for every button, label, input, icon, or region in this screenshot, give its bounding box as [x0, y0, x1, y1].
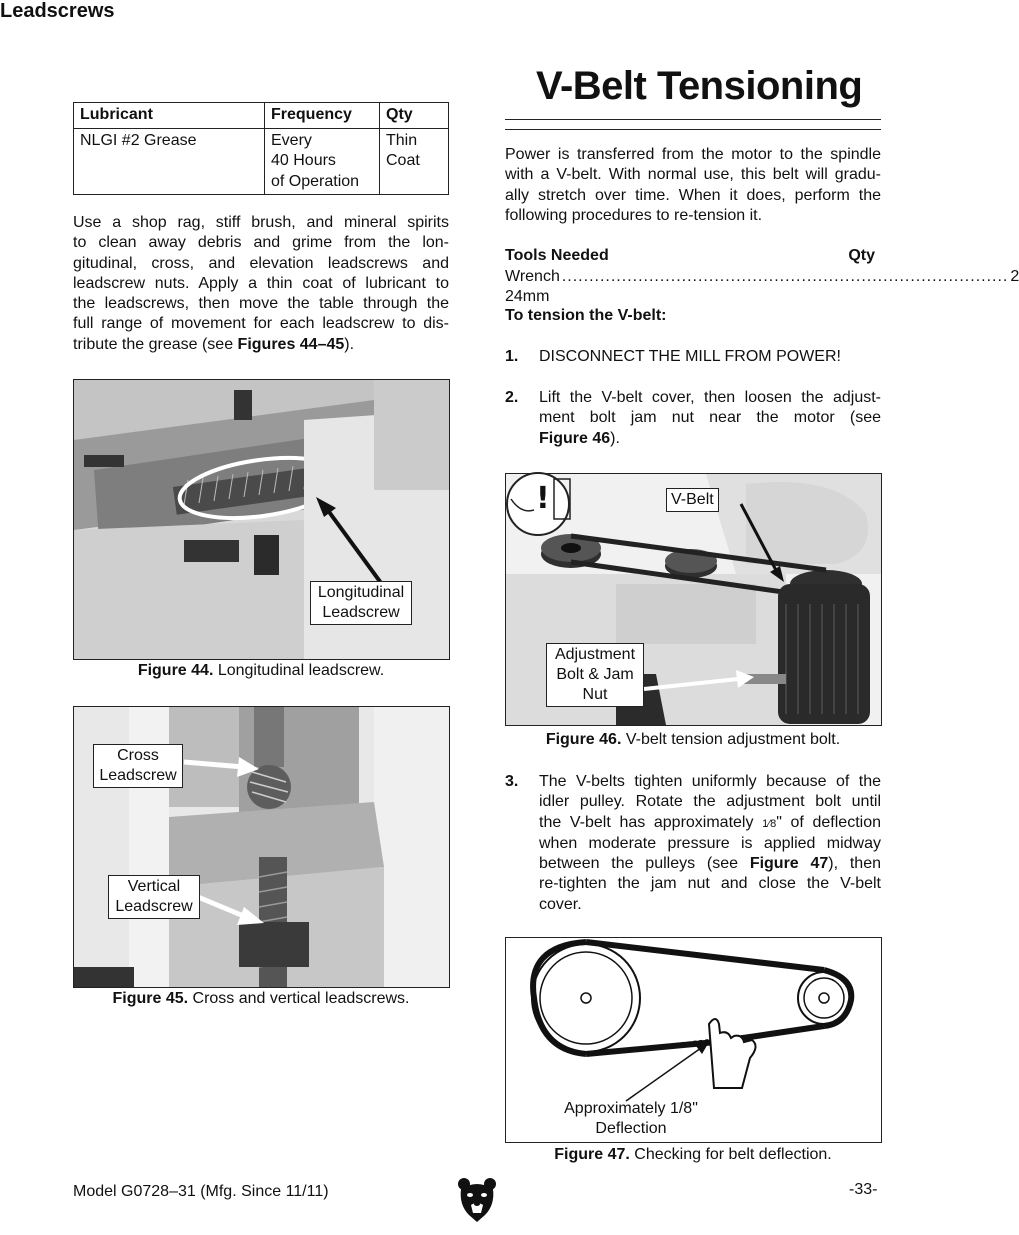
tools-qty-header: Qty — [848, 247, 875, 264]
caption-text: Longitudinal leadscrew. — [213, 662, 385, 679]
text-span: ). — [344, 335, 355, 353]
label-line: Deflection — [595, 1120, 667, 1137]
procedure-heading: To tension the V-belt: — [505, 307, 667, 324]
deflection-label — [541, 1099, 721, 1139]
step-line: ment bolt jam nut near the motor (see — [539, 409, 881, 427]
lubrication-table — [73, 102, 449, 195]
step-1-text: DISCONNECT THE MILL FROM POWER! — [539, 348, 841, 365]
text-span: " of deflection — [776, 813, 881, 831]
paragraph-line: the leadscrews, then move the table through the — [73, 295, 449, 313]
step-line: re-tighten the jam nut and close the V-belt — [539, 875, 881, 893]
callout-line: Leadscrew — [322, 604, 400, 621]
figure-45-caption — [73, 990, 449, 1008]
tool-name: Wrench 24mm — [505, 267, 560, 305]
paragraph-line: full range of movement for each leadscrew to dis- — [73, 315, 449, 333]
tools-header-row — [505, 246, 875, 267]
bear-logo-icon — [457, 1175, 497, 1223]
label-line: Approximately 1/8" — [564, 1100, 698, 1117]
table-cell-qty — [380, 128, 449, 195]
step-line — [539, 854, 881, 874]
callout-vbelt: V-Belt — [666, 488, 719, 512]
leadscrew-paragraph — [73, 213, 449, 355]
step-line — [539, 813, 881, 834]
callout-line: Bolt & Jam — [556, 666, 634, 683]
figure-47-caption — [505, 1146, 881, 1164]
paragraph-line — [73, 335, 449, 355]
tool-row — [505, 267, 1019, 308]
figure-45-photo — [73, 706, 450, 988]
cell-line: Thin — [386, 131, 418, 149]
paragraph-line: leadscrew nuts. Apply a thin coat of lubricant to — [73, 274, 449, 292]
cell-line: Every — [271, 131, 312, 149]
section-heading-leadscrews: Leadscrews — [0, 0, 115, 22]
tool-qty: 2 — [1010, 267, 1019, 285]
callout-line: Leadscrew — [99, 767, 177, 784]
callout-vertical-leadscrew — [108, 875, 200, 919]
table-cell-frequency — [265, 128, 380, 195]
step-line: The V-belts tighten uniformly because of the — [539, 773, 881, 790]
page-number: -33- — [849, 1181, 878, 1198]
text-span: the V-belt has approximately — [539, 813, 763, 831]
leader-dots: .................................................................................. — [561, 267, 1009, 285]
callout-line: Cross — [117, 747, 159, 764]
callout-line: Nut — [582, 686, 608, 703]
callout-line: Longitudinal — [317, 584, 405, 601]
figure-47-diagram — [505, 937, 882, 1143]
table-header: Frequency — [265, 103, 380, 129]
step-line: cover. — [539, 895, 582, 913]
callout-adjustment-bolt — [546, 643, 644, 707]
title-rule-bottom — [505, 129, 881, 130]
step-line: when moderate pressure is applied midway — [539, 834, 881, 852]
callout-cross-leadscrew — [93, 744, 183, 788]
caption-label: Figure 46. — [545, 731, 622, 748]
tools-needed — [505, 246, 1019, 308]
step-line: Lift the V-belt cover, then loosen the adjust- — [539, 389, 881, 406]
callout-longitudinal-leadscrew — [310, 581, 412, 625]
paragraph-line: Power is transferred from the motor to the spindle — [505, 146, 881, 163]
callout-line: Adjustment — [554, 646, 636, 663]
page-title: V-Belt Tensioning — [536, 64, 863, 108]
paragraph-line: with a V-belt. With normal use, this belt will gradu- — [505, 166, 881, 184]
table-header: Lubricant — [74, 103, 265, 129]
paragraph-line: to clean away debris and grime from the lon- — [73, 234, 449, 252]
figure-44-photo — [73, 379, 450, 660]
intro-paragraph — [505, 145, 881, 226]
caption-text: V-belt tension adjustment bolt. — [621, 731, 841, 748]
step-number: 3. — [505, 773, 519, 790]
callout-line: Leadscrew — [115, 898, 193, 915]
step-2-text — [539, 388, 881, 449]
step-line: idler pulley. Rotate the adjustment bolt until — [539, 793, 881, 811]
caption-text: Checking for belt deflection. — [629, 1146, 832, 1163]
cell-line: of Operation — [271, 172, 360, 190]
table-header-row — [74, 103, 449, 129]
tools-header: Tools Needed — [505, 247, 609, 264]
text-span: ), then — [828, 855, 881, 873]
title-rule-top — [505, 119, 881, 120]
step-line — [539, 429, 881, 449]
text-span: ). — [610, 429, 620, 447]
svg-text:!: ! — [536, 481, 550, 516]
caption-label: Figure 44. — [137, 662, 214, 679]
footer-model: Model G0728–31 (Mfg. Since 11/11) — [73, 1183, 329, 1200]
figure-reference: Figures 44–45 — [237, 335, 345, 353]
table-cell-lubricant: NLGI #2 Grease — [74, 128, 265, 195]
paragraph-line: gitudinal, cross, and elevation leadscrews and — [73, 254, 449, 272]
caption-text: Cross and vertical leadscrews. — [188, 990, 410, 1007]
step-3-text — [539, 772, 881, 915]
table-row — [74, 128, 449, 195]
table-header: Qty — [380, 103, 449, 129]
figure-reference: Figure 46 — [539, 429, 611, 447]
text-span: between the pulleys (see — [539, 855, 750, 873]
fraction: 1⁄8 — [762, 817, 777, 830]
paragraph-line: following procedures to re-tension it. — [505, 206, 763, 224]
figure-reference: Figure 47 — [749, 855, 829, 873]
cell-line: 40 Hours — [271, 152, 336, 169]
paragraph-line: Use a shop rag, stiff brush, and mineral spirits — [73, 214, 449, 231]
step-number: 2. — [505, 389, 519, 406]
step-number: 1. — [505, 348, 519, 365]
figure-46-caption — [505, 731, 881, 749]
callout-line: Vertical — [127, 878, 181, 895]
figure-44-caption — [73, 662, 449, 680]
figure-46-photo — [505, 473, 882, 726]
caption-label: Figure 45. — [112, 990, 189, 1007]
cell-line: Coat — [386, 152, 420, 169]
paragraph-line: ally stretch over time. When it does, perform the — [505, 186, 881, 204]
text-span: tribute the grease (see — [73, 335, 238, 353]
caption-label: Figure 47. — [554, 1146, 630, 1163]
